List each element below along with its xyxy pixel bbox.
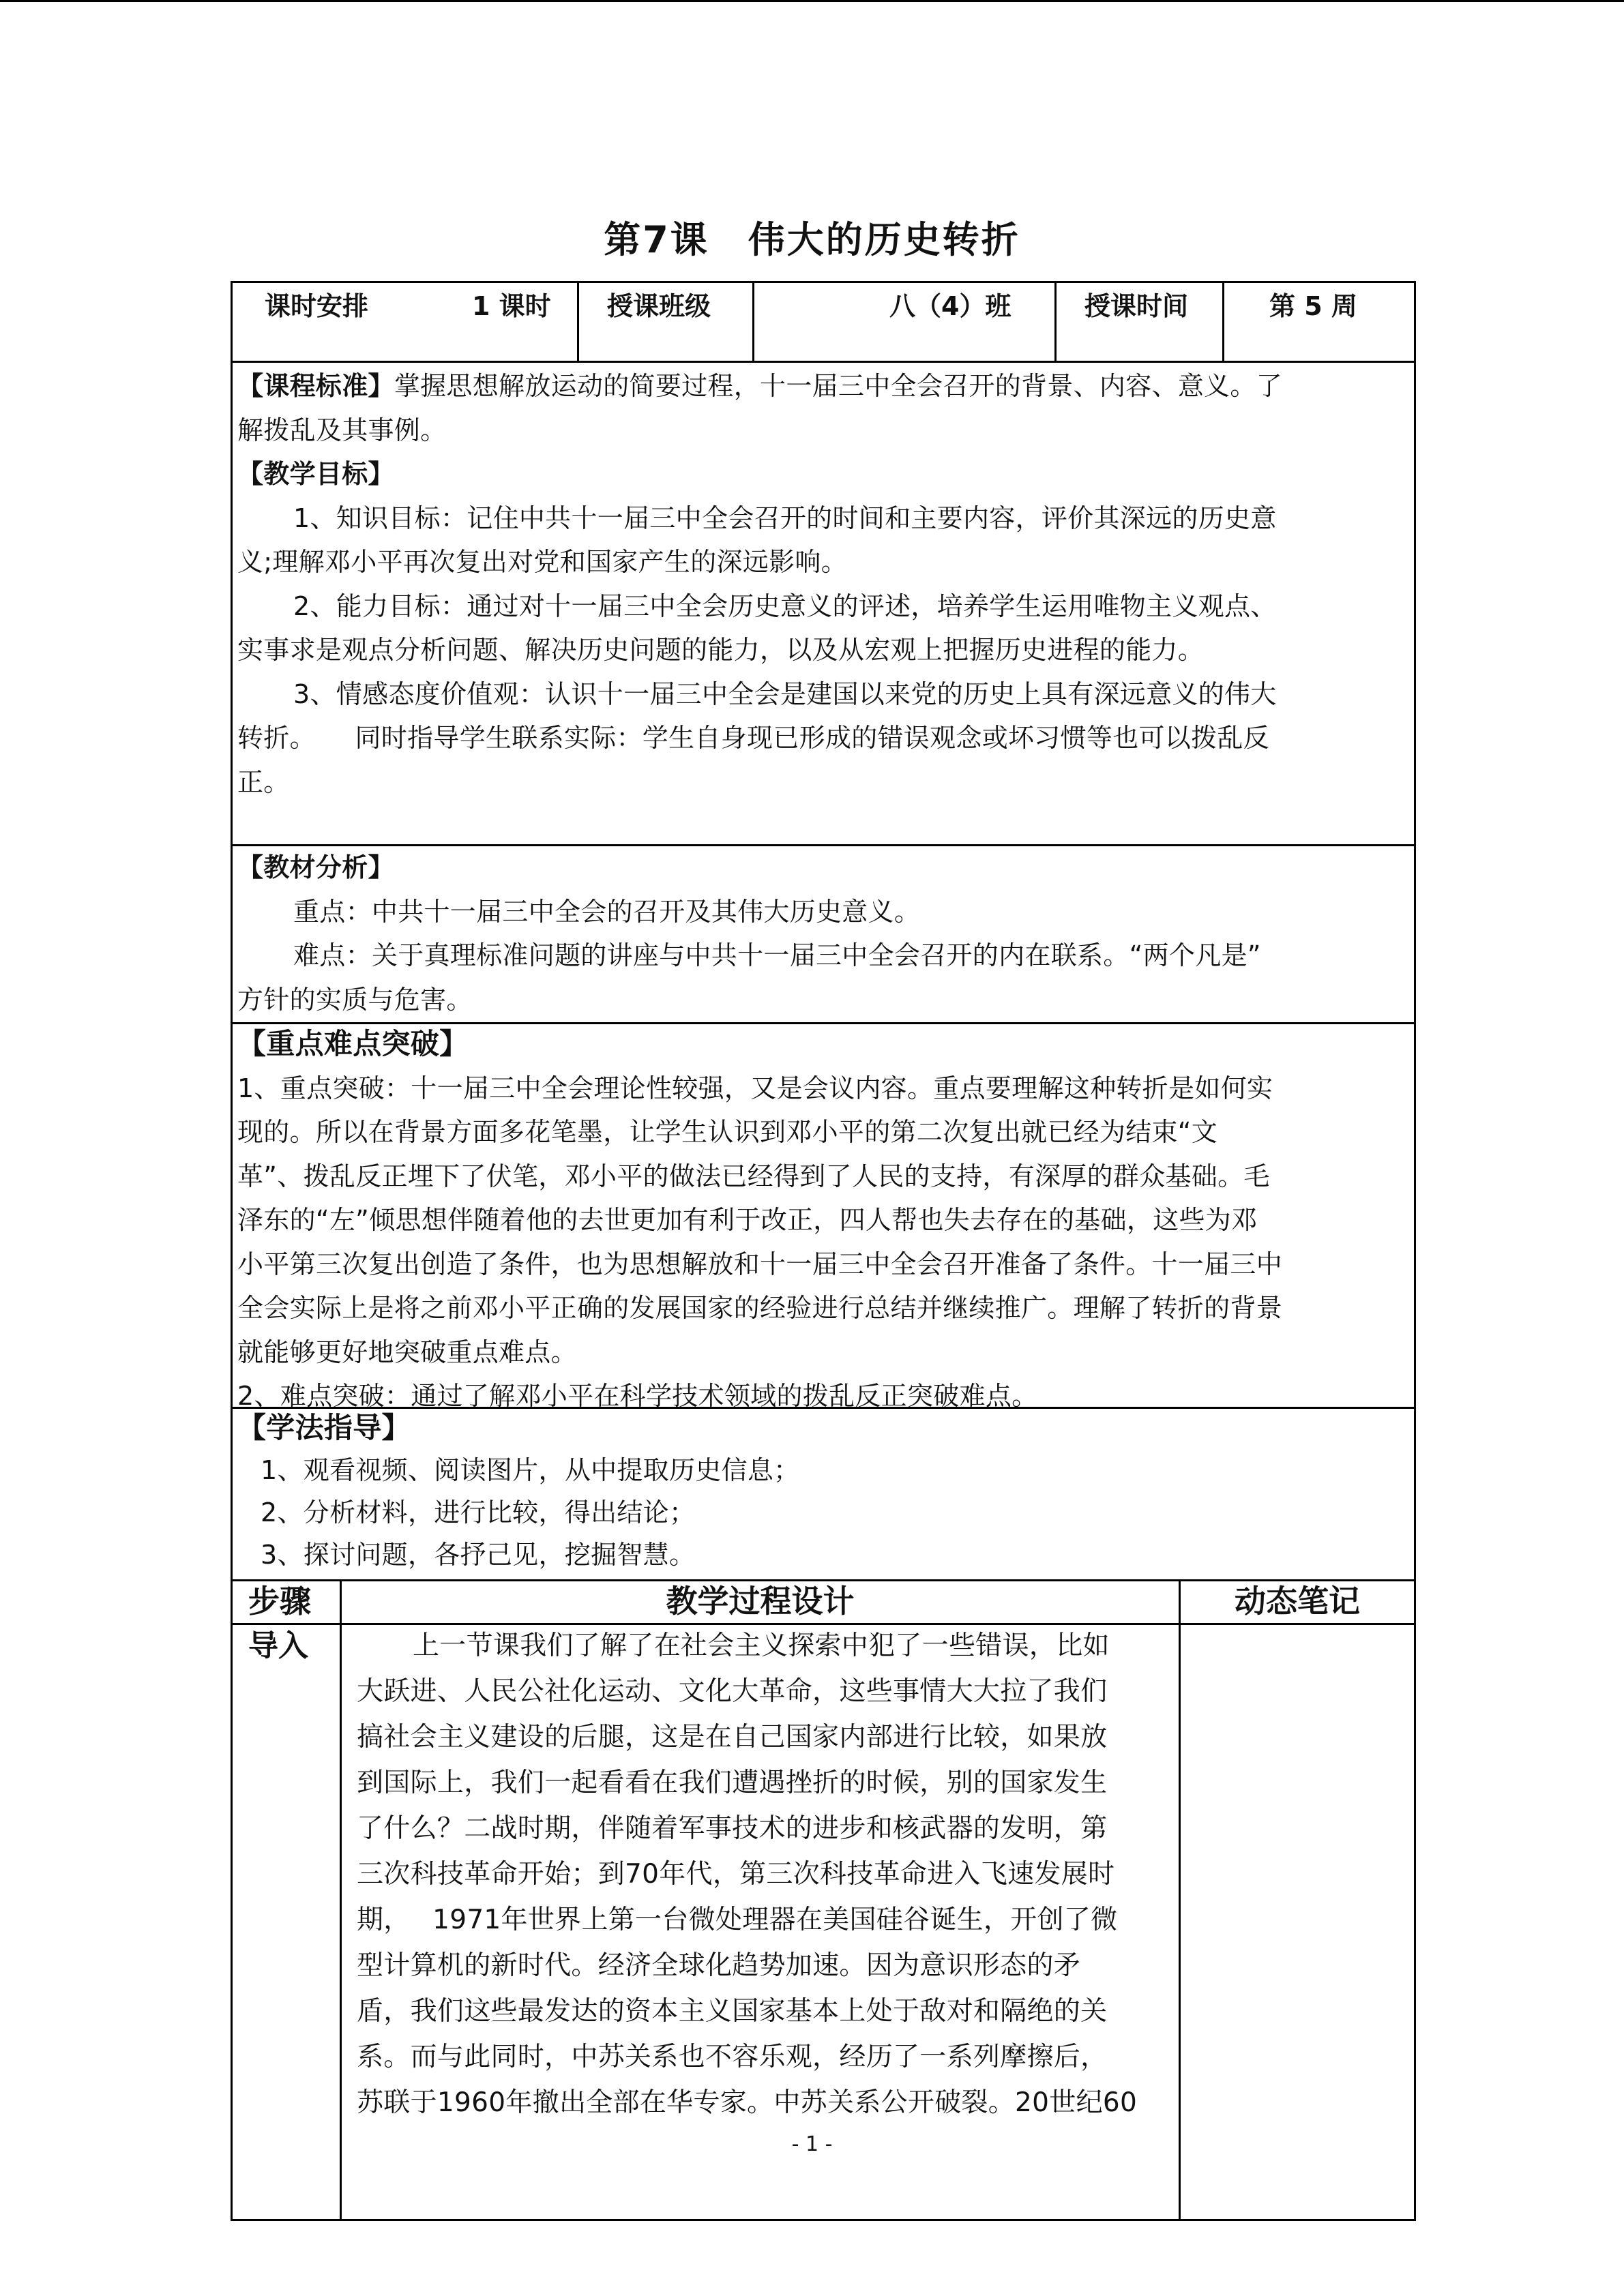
key-difficulty-breakthrough	[237, 1022, 1282, 1418]
goal-line: 义;理解邓小平再次复出对党和国家产生的深远影响。	[237, 547, 848, 577]
column-header-notes: 动态笔记	[1235, 1583, 1360, 1620]
top-border-rule	[0, 0, 1624, 2]
breakthrough-line: 革”、拨乱反正埋下了伏笔，邓小平的做法已经得到了人民的支持，有深厚的群众基础。毛	[237, 1161, 1270, 1191]
table-border-bottom	[231, 2219, 1416, 2221]
table-rule	[752, 281, 754, 361]
table-border-top	[231, 281, 1416, 283]
analysis-line: 重点：中共十一届三中全会的召开及其伟大历史意义。	[293, 896, 921, 927]
goal-line: 2、能力目标：通过对十一届三中全会历史意义的评述，培养学生运用唯物主义观点、	[293, 591, 1277, 621]
goal-line: 1、知识目标：记住中共十一届三中全会召开的时间和主要内容，评价其深远的历史意	[293, 503, 1277, 533]
breakthrough-heading: 【重点难点突破】	[237, 1027, 469, 1060]
method-line: 1、观看视频、阅读图片，从中提取历史信息；	[261, 1455, 800, 1485]
design-line: 大跃进、人民公社化运动、文化大革命，这些事情大大拉了我们	[357, 1676, 1108, 1707]
method-heading: 【学法指导】	[237, 1411, 411, 1444]
table-border-right	[1414, 281, 1416, 2221]
design-line: 期， 1971年世界上第一台微处理器在美国硅谷诞生，开创了微	[357, 1905, 1118, 1935]
label-class-hours: 课时安排	[265, 291, 369, 321]
breakthrough-line: 全会实际上是将之前邓小平正确的发展国家的经验进行总结并继续推广。理解了转折的背景	[237, 1293, 1283, 1323]
table-rule	[231, 361, 1416, 363]
lesson-title: 第7课 伟大的历史转折	[604, 218, 1020, 261]
lesson-plan-table	[231, 281, 1416, 2220]
standards-heading: 【课程标准】	[237, 371, 394, 401]
intro-design-text	[357, 1623, 1137, 2126]
textbook-analysis	[237, 846, 1261, 1022]
breakthrough-line: 泽东的“左”倾思想伴随着他的去世更加有利于改正，四人帮也失去存在的基础，这些为邓	[237, 1205, 1258, 1235]
goals-heading: 【教学目标】	[237, 459, 394, 489]
breakthrough-line: 就能够更好地突破重点难点。	[237, 1337, 577, 1367]
method-line: 3、探讨问题，各抒己见，挖掘智慧。	[261, 1540, 696, 1570]
goal-line: 3、情感态度价值观：认识十一届三中全会是建国以来党的历史上具有深远意义的伟大	[293, 679, 1277, 709]
analysis-line: 方针的实质与危害。	[237, 984, 473, 1015]
analysis-line: 难点：关于真理标准问题的讲座与中共十一届三中全会召开的内在联系。“两个凡是”	[293, 940, 1261, 970]
table-border-left	[231, 281, 233, 2221]
design-line: 搞社会主义建设的后腿，这是在自己国家内部进行比较，如果放	[357, 1722, 1108, 1753]
step-label-intro: 导入	[248, 1628, 308, 1663]
design-line: 型计算机的新时代。经济全球化趋势加速。因为意识形态的矛	[357, 1950, 1081, 1981]
design-line: 了什么？二战时期，伴随着军事技术的进步和核武器的发明，第	[357, 1813, 1108, 1844]
standards-text: 掌握思想解放运动的简要过程，十一届三中全会召开的背景、内容、意义。了	[394, 371, 1283, 401]
table-rule	[577, 281, 579, 361]
value-teaching-class: 八（4）班	[889, 291, 1012, 321]
method-line: 2、分析材料，进行比较，得出结论；	[261, 1497, 696, 1527]
breakthrough-line: 小平第三次复出创造了条件，也为思想解放和十一届三中全会召开准备了条件。十一届三中	[237, 1249, 1283, 1279]
design-line: 三次科技革命开始；到70年代，第三次科技革命进入飞速发展时	[357, 1859, 1115, 1890]
design-line: 苏联于1960年撤出全部在华专家。中苏关系公开破裂。20世纪60	[357, 2087, 1138, 2118]
page-number: - 1 -	[791, 2132, 833, 2156]
design-line: 到国际上，我们一起看看在我们遭遇挫折的时候，别的国家发生	[357, 1768, 1108, 1798]
study-method-guide	[237, 1407, 799, 1576]
column-header-step: 步骤	[248, 1583, 311, 1620]
goal-line: 转折。 同时指导学生联系实际：学生自身现已形成的错误观念或坏习惯等也可以拨乱反	[237, 723, 1270, 753]
value-teaching-time: 第 5 周	[1269, 291, 1357, 321]
course-standards	[237, 364, 1282, 804]
design-line: 系。而与此同时，中苏关系也不容乐观，经历了一系列摩擦后，	[357, 2042, 1108, 2072]
design-line: 上一节课我们了解了在社会主义探索中犯了一些错误，比如	[413, 1630, 1110, 1661]
standards-text: 解拨乱及其事例。	[237, 415, 447, 445]
breakthrough-line: 现的。所以在背景方面多花笔墨，让学生认识到邓小平的第二次复出就已经为结束“文	[237, 1117, 1218, 1147]
analysis-heading: 【教材分析】	[237, 852, 394, 882]
table-rule	[1054, 281, 1057, 361]
goal-line: 实事求是观点分析问题、解决历史问题的能力，以及从宏观上把握历史进程的能力。	[237, 635, 1205, 665]
breakthrough-line: 2、难点突破：通过了解邓小平在科学技术领域的拨乱反正突破难点。	[237, 1381, 1038, 1411]
design-line: 盾，我们这些最发达的资本主义国家基本上处于敌对和隔绝的关	[357, 1996, 1108, 2027]
goal-line: 正。	[237, 766, 290, 797]
breakthrough-line: 1、重点突破：十一届三中全会理论性较强，又是会议内容。重点要理解这种转折是如何实	[237, 1073, 1273, 1103]
table-rule	[1179, 1579, 1181, 2220]
column-header-design: 教学过程设计	[666, 1583, 855, 1620]
label-teaching-time: 授课时间	[1084, 291, 1189, 321]
label-teaching-class: 授课班级	[607, 291, 711, 321]
value-class-hours: 1 课时	[472, 291, 551, 321]
table-rule	[1222, 281, 1224, 361]
table-rule	[340, 1579, 342, 2220]
